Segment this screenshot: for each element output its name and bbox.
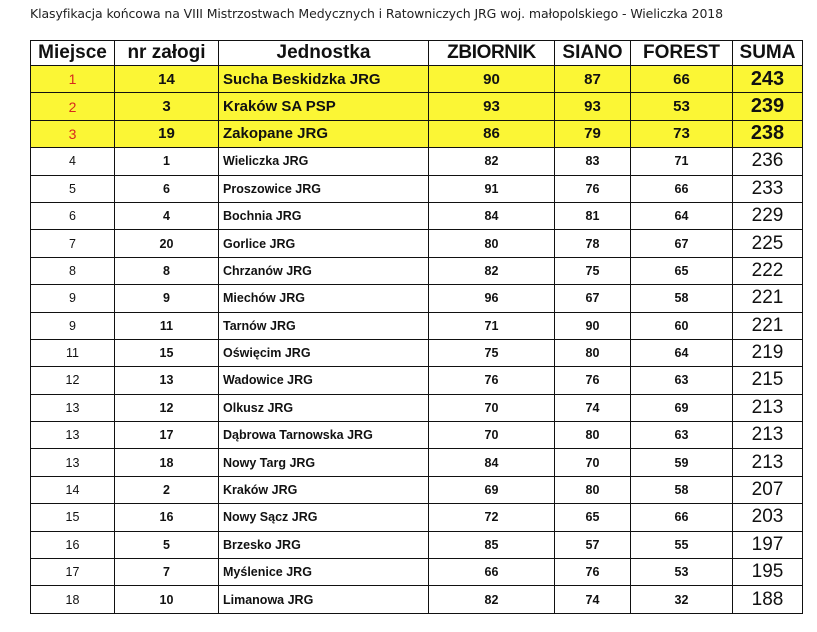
- cell-zbiornik: 84: [429, 449, 555, 476]
- cell-zbiornik: 75: [429, 339, 555, 366]
- cell-zbiornik: 84: [429, 202, 555, 229]
- cell-crew: 6: [115, 175, 219, 202]
- cell-forest: 65: [631, 257, 733, 284]
- cell-total: 203: [733, 504, 803, 531]
- cell-unit: Sucha Beskidzka JRG: [219, 66, 429, 93]
- cell-total: 221: [733, 285, 803, 312]
- cell-siano: 90: [555, 312, 631, 339]
- header-row: [31, 41, 803, 66]
- cell-total: 222: [733, 257, 803, 284]
- cell-zbiornik: 82: [429, 257, 555, 284]
- cell-forest: 63: [631, 422, 733, 449]
- table-row: [31, 367, 803, 394]
- cell-forest: 53: [631, 93, 733, 120]
- cell-unit: Zakopane JRG: [219, 120, 429, 147]
- cell-total: 225: [733, 230, 803, 257]
- cell-unit: Limanowa JRG: [219, 586, 429, 613]
- cell-unit: Nowy Targ JRG: [219, 449, 429, 476]
- cell-siano: 76: [555, 559, 631, 586]
- cell-crew: 15: [115, 339, 219, 366]
- cell-place: 13: [31, 449, 115, 476]
- cell-total: 215: [733, 367, 803, 394]
- cell-total: 243: [733, 66, 803, 93]
- cell-place: 17: [31, 559, 115, 586]
- cell-siano: 74: [555, 586, 631, 613]
- cell-forest: 55: [631, 531, 733, 558]
- cell-crew: 2: [115, 476, 219, 503]
- cell-total: 188: [733, 586, 803, 613]
- table-row: [31, 93, 803, 120]
- cell-zbiornik: 80: [429, 230, 555, 257]
- cell-unit: Kraków JRG: [219, 476, 429, 503]
- cell-zbiornik: 82: [429, 148, 555, 175]
- cell-forest: 66: [631, 504, 733, 531]
- table-row: [31, 504, 803, 531]
- cell-siano: 76: [555, 367, 631, 394]
- cell-unit: Wadowice JRG: [219, 367, 429, 394]
- cell-place: 12: [31, 367, 115, 394]
- table-row: [31, 257, 803, 284]
- cell-crew: 10: [115, 586, 219, 613]
- cell-total: 213: [733, 394, 803, 421]
- table-row: [31, 312, 803, 339]
- cell-unit: Chrzanów JRG: [219, 257, 429, 284]
- cell-zbiornik: 82: [429, 586, 555, 613]
- cell-siano: 57: [555, 531, 631, 558]
- cell-siano: 74: [555, 394, 631, 421]
- cell-unit: Oświęcim JRG: [219, 339, 429, 366]
- cell-crew: 14: [115, 66, 219, 93]
- cell-forest: 64: [631, 339, 733, 366]
- cell-total: 197: [733, 531, 803, 558]
- cell-crew: 4: [115, 202, 219, 229]
- table-row: [31, 339, 803, 366]
- cell-zbiornik: 70: [429, 422, 555, 449]
- cell-siano: 76: [555, 175, 631, 202]
- table-row: [31, 559, 803, 586]
- cell-total: 221: [733, 312, 803, 339]
- cell-forest: 67: [631, 230, 733, 257]
- cell-unit: Olkusz JRG: [219, 394, 429, 421]
- cell-zbiornik: 76: [429, 367, 555, 394]
- cell-place: 4: [31, 148, 115, 175]
- cell-siano: 79: [555, 120, 631, 147]
- cell-zbiornik: 96: [429, 285, 555, 312]
- cell-siano: 81: [555, 202, 631, 229]
- cell-total: 238: [733, 120, 803, 147]
- cell-unit: Tarnów JRG: [219, 312, 429, 339]
- cell-zbiornik: 91: [429, 175, 555, 202]
- cell-zbiornik: 70: [429, 394, 555, 421]
- cell-zbiornik: 85: [429, 531, 555, 558]
- cell-place: 11: [31, 339, 115, 366]
- cell-zbiornik: 69: [429, 476, 555, 503]
- header-zbiornik: ZBIORNIK: [429, 41, 555, 66]
- cell-place: 6: [31, 202, 115, 229]
- cell-forest: 64: [631, 202, 733, 229]
- table-row: [31, 120, 803, 147]
- table-row: [31, 66, 803, 93]
- cell-forest: 71: [631, 148, 733, 175]
- cell-crew: 20: [115, 230, 219, 257]
- cell-total: 207: [733, 476, 803, 503]
- header-forest: FOREST: [631, 41, 733, 66]
- cell-unit: Myślenice JRG: [219, 559, 429, 586]
- cell-siano: 80: [555, 339, 631, 366]
- cell-crew: 3: [115, 93, 219, 120]
- cell-place: 18: [31, 586, 115, 613]
- cell-place: 1: [31, 66, 115, 93]
- cell-place: 13: [31, 394, 115, 421]
- cell-crew: 7: [115, 559, 219, 586]
- cell-place: 9: [31, 312, 115, 339]
- table-row: [31, 476, 803, 503]
- cell-total: 239: [733, 93, 803, 120]
- cell-place: 15: [31, 504, 115, 531]
- cell-crew: 9: [115, 285, 219, 312]
- table-row: [31, 202, 803, 229]
- results-table: [30, 40, 803, 614]
- cell-crew: 17: [115, 422, 219, 449]
- header-total: SUMA: [733, 41, 803, 66]
- cell-zbiornik: 86: [429, 120, 555, 147]
- cell-siano: 65: [555, 504, 631, 531]
- cell-forest: 32: [631, 586, 733, 613]
- cell-forest: 60: [631, 312, 733, 339]
- cell-place: 3: [31, 120, 115, 147]
- cell-total: 236: [733, 148, 803, 175]
- cell-crew: 16: [115, 504, 219, 531]
- cell-siano: 75: [555, 257, 631, 284]
- table-row: [31, 422, 803, 449]
- cell-total: 229: [733, 202, 803, 229]
- header-crew: nr załogi: [115, 41, 219, 66]
- cell-unit: Dąbrowa Tarnowska JRG: [219, 422, 429, 449]
- cell-unit: Nowy Sącz JRG: [219, 504, 429, 531]
- cell-zbiornik: 66: [429, 559, 555, 586]
- cell-total: 219: [733, 339, 803, 366]
- cell-crew: 19: [115, 120, 219, 147]
- cell-place: 2: [31, 93, 115, 120]
- table-row: [31, 449, 803, 476]
- cell-unit: Proszowice JRG: [219, 175, 429, 202]
- cell-siano: 78: [555, 230, 631, 257]
- cell-forest: 59: [631, 449, 733, 476]
- cell-crew: 13: [115, 367, 219, 394]
- table-row: [31, 531, 803, 558]
- cell-zbiornik: 93: [429, 93, 555, 120]
- cell-forest: 53: [631, 559, 733, 586]
- cell-place: 16: [31, 531, 115, 558]
- cell-forest: 73: [631, 120, 733, 147]
- cell-unit: Miechów JRG: [219, 285, 429, 312]
- cell-siano: 67: [555, 285, 631, 312]
- document-title: Klasyfikacja końcowa na VIII Mistrzostwach Medycznych i Ratowniczych JRG woj. małopolskiego - Wieliczka 2018: [30, 6, 724, 21]
- header-siano: SIANO: [555, 41, 631, 66]
- cell-total: 213: [733, 449, 803, 476]
- header-unit: Jednostka: [219, 41, 429, 66]
- cell-place: 5: [31, 175, 115, 202]
- cell-place: 13: [31, 422, 115, 449]
- cell-total: 195: [733, 559, 803, 586]
- cell-unit: Bochnia JRG: [219, 202, 429, 229]
- cell-siano: 70: [555, 449, 631, 476]
- cell-forest: 69: [631, 394, 733, 421]
- header-place: Miejsce: [31, 41, 115, 66]
- cell-forest: 66: [631, 66, 733, 93]
- cell-forest: 58: [631, 476, 733, 503]
- cell-forest: 63: [631, 367, 733, 394]
- cell-crew: 12: [115, 394, 219, 421]
- cell-siano: 80: [555, 422, 631, 449]
- cell-zbiornik: 71: [429, 312, 555, 339]
- cell-place: 9: [31, 285, 115, 312]
- table-row: [31, 586, 803, 613]
- cell-unit: Kraków SA PSP: [219, 93, 429, 120]
- cell-siano: 83: [555, 148, 631, 175]
- cell-zbiornik: 72: [429, 504, 555, 531]
- cell-siano: 87: [555, 66, 631, 93]
- cell-unit: Gorlice JRG: [219, 230, 429, 257]
- cell-siano: 93: [555, 93, 631, 120]
- cell-crew: 11: [115, 312, 219, 339]
- cell-place: 7: [31, 230, 115, 257]
- cell-unit: Brzesko JRG: [219, 531, 429, 558]
- cell-unit: Wieliczka JRG: [219, 148, 429, 175]
- table-row: [31, 285, 803, 312]
- table-row: [31, 175, 803, 202]
- cell-total: 233: [733, 175, 803, 202]
- table-row: [31, 230, 803, 257]
- cell-forest: 66: [631, 175, 733, 202]
- cell-siano: 80: [555, 476, 631, 503]
- cell-total: 213: [733, 422, 803, 449]
- cell-crew: 5: [115, 531, 219, 558]
- cell-crew: 18: [115, 449, 219, 476]
- cell-crew: 1: [115, 148, 219, 175]
- cell-crew: 8: [115, 257, 219, 284]
- table-row: [31, 394, 803, 421]
- table-row: [31, 148, 803, 175]
- cell-place: 14: [31, 476, 115, 503]
- cell-place: 8: [31, 257, 115, 284]
- cell-forest: 58: [631, 285, 733, 312]
- cell-zbiornik: 90: [429, 66, 555, 93]
